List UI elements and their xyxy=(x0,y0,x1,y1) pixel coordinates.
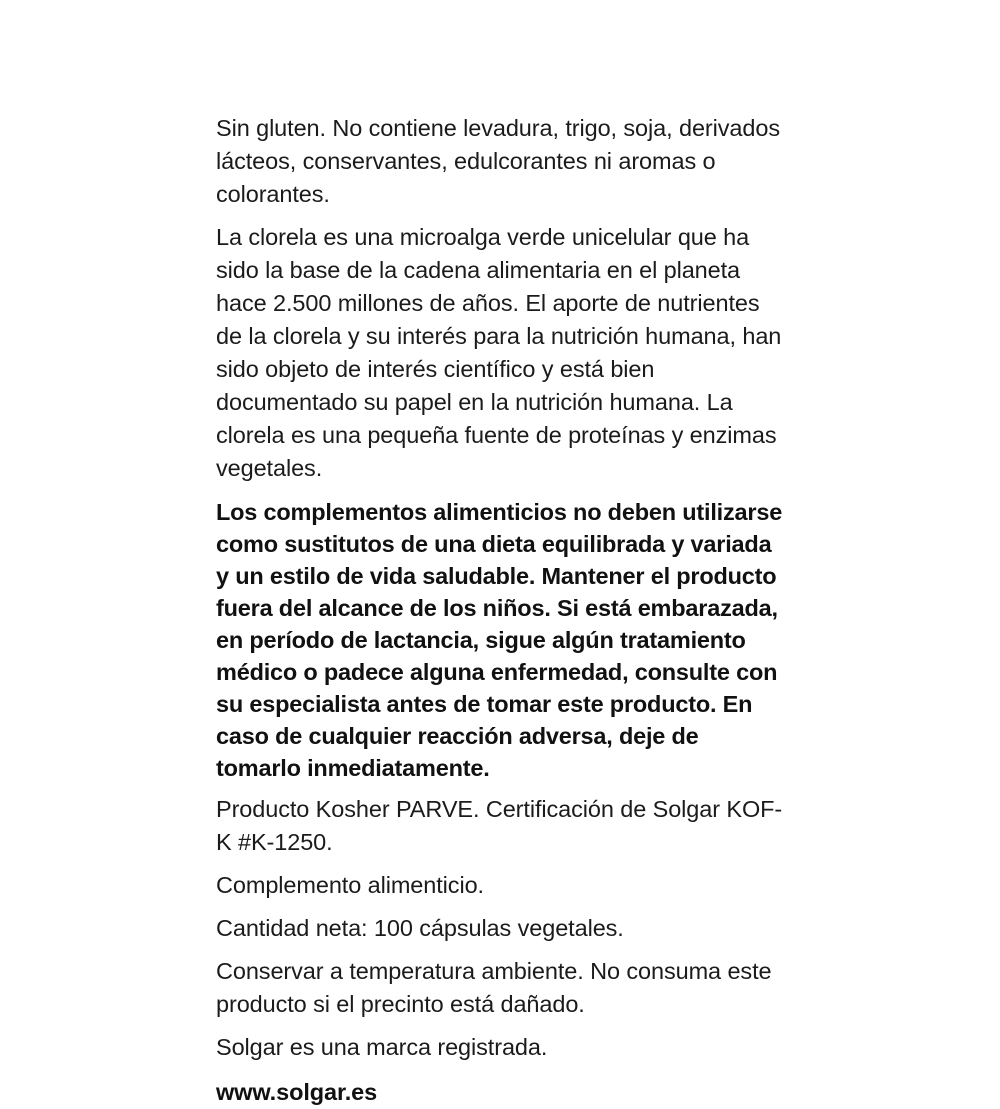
trademark-notice: Solgar es una marca registrada. xyxy=(216,1034,548,1060)
website-url[interactable]: www.solgar.es xyxy=(216,1079,378,1105)
warning-statement: Los complementos alimenticios no deben utilizarse como sustitutos de una dieta equilibrada y variada y un estilo de vida saludable. Mantener el producto fuera del alcance de los niños. Si está embarazada, en período de lactancia, sigue algún tratamiento médico o padece alguna enfermedad, consulte con su especialista antes de tomar este producto. En caso de cualquier reacción adversa, deje de tomarlo inmediatamente. xyxy=(216,499,783,781)
net-quantity: Cantidad neta: 100 cápsulas vegetales. xyxy=(216,915,624,941)
supplement-statement: Complemento alimenticio. xyxy=(216,872,484,898)
storage-instructions: Conservar a temperatura ambiente. No consuma este producto si el precinto está dañado. xyxy=(216,958,772,1017)
chlorella-description: La clorela es una microalga verde unicelular que ha sido la base de la cadena alimentaria en el planeta hace 2.500 millones de años. El aporte de nutrientes de la clorela y su interés para la nutrición humana, han sido objeto de interés científico y está bien documentado su papel en la nutrición humana. La clorela es una pequeña fuente de proteínas y enzimas vegetales. xyxy=(216,224,782,481)
allergen-statement: Sin gluten. No contiene levadura, trigo, soja, derivados lácteos, conservantes, edulcorantes ni aromas o colorantes. xyxy=(216,115,780,207)
kosher-certification: Producto Kosher PARVE. Certificación de Solgar KOF-K #K-1250. xyxy=(216,796,783,855)
